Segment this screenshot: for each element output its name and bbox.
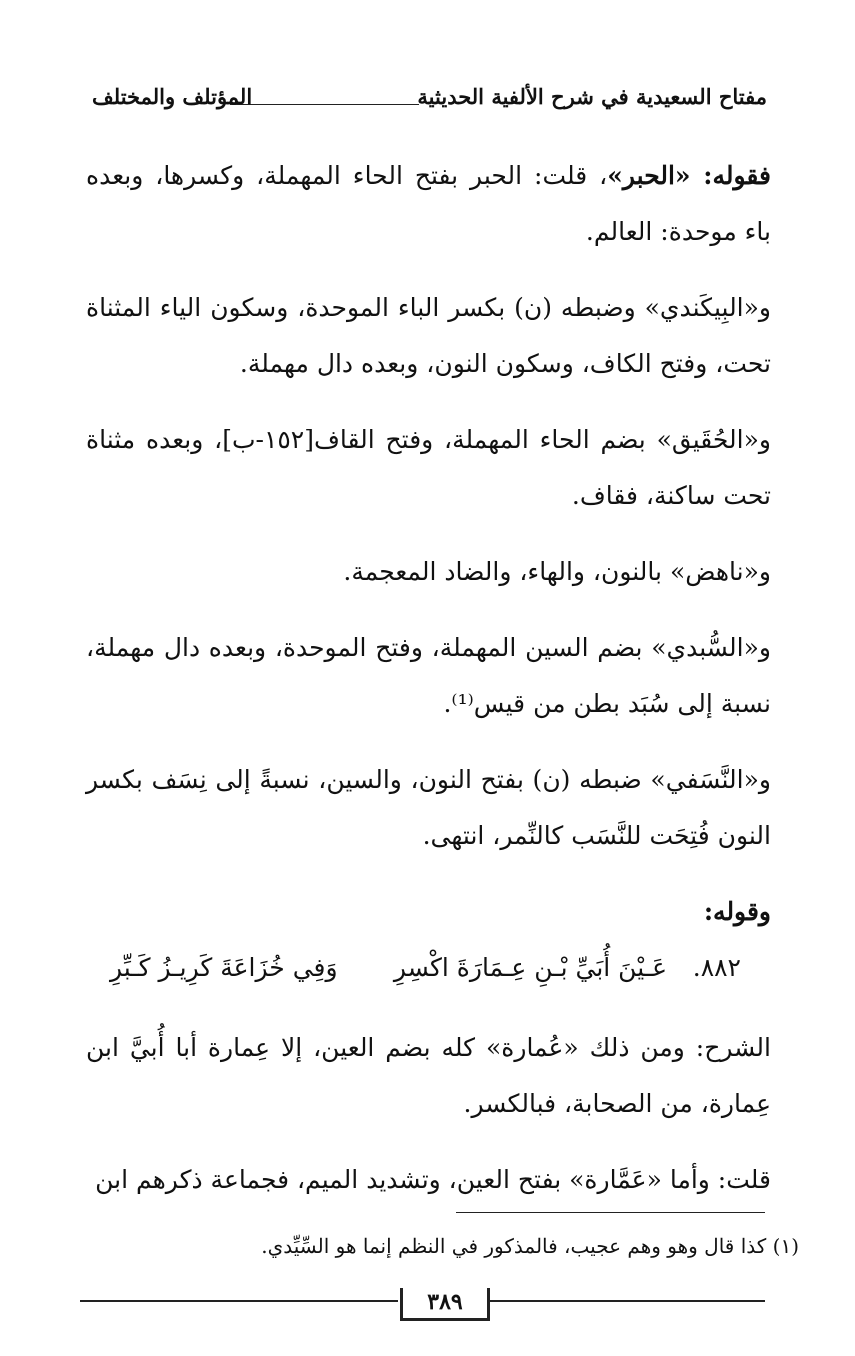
- paragraph-5: و«السُّبدي» بضم السين المهملة، وفتح الموحدة، وبعده دال مهملة، نسبة إلى سُبَد بطن من قيس⁽¹⁾.: [86, 633, 771, 718]
- paragraph-4: و«ناهض» بالنون، والهاء، والضاد المعجمة.: [343, 557, 771, 586]
- paragraph-lead: فقوله: «الحبر»: [607, 161, 771, 190]
- header-rule: [230, 104, 419, 105]
- paragraph-1: [86, 148, 771, 260]
- verse-label: وقوله:: [703, 897, 771, 926]
- page-number: ٣٨٩: [400, 1288, 490, 1321]
- paragraph-2: و«البِيكَندي» وضبطه (ن) بكسر الباء الموحدة، وسكون الياء المثناة تحت، وفتح الكاف، وسكون النون، وبعده دال مهملة.: [86, 293, 771, 378]
- paragraph-8: قلت: وأما «عَمَّارة» بفتح العين، وتشديد الميم، فجماعة ذكرهم ابن: [95, 1165, 771, 1194]
- verse-number: ٨٨٢.: [692, 953, 741, 982]
- verse-first-hemistich: عَـيْنَ أُبَيِّ بْـنِ عِـمَارَةَ اكْسِرِ: [393, 953, 667, 982]
- footer-rule-right: [486, 1300, 765, 1302]
- paragraph-6: و«النَّسَفي» ضبطه (ن) بفتح النون، والسين، نسبةً إلى نِسَف بكسر النون فُتِحَت للنَّسَب كالنِّمر، انتهى.: [86, 765, 771, 850]
- running-header: [92, 84, 767, 124]
- paragraph-3: و«الحُقَيق» بضم الحاء المهملة، وفتح القاف[١٥٢-ب]، وبعده مثناة تحت ساكنة، فقاف.: [86, 425, 771, 510]
- footnote: (١) كذا قال وهو وهم عجيب، فالمذكور في النظم إنما هو السِّيِّدي.: [261, 1234, 799, 1258]
- footnote-separator: [456, 1212, 765, 1213]
- footer-rule-left: [80, 1300, 398, 1302]
- book-title: مفتاح السعيدية في شرح الألفية الحديثية: [417, 84, 767, 109]
- verse-second-hemistich: وَفِي خُزَاعَةَ كَرِيـزُ كَـبِّرِ: [110, 953, 338, 982]
- paragraph-text: ، قلت: الحبر بفتح الحاء المهملة، وكسرها، وبعده باء موحدة: العالم.: [86, 161, 771, 246]
- verse-line: [86, 940, 771, 996]
- paragraph-7: الشرح: ومن ذلك «عُمارة» كله بضم العين، إلا عِمارة أبا أُبيَّ ابن عِمارة، من الصحابة، فبالكسر.: [86, 1033, 771, 1118]
- section-title: المؤتلف والمختلف: [92, 84, 253, 109]
- main-text: [86, 148, 771, 1228]
